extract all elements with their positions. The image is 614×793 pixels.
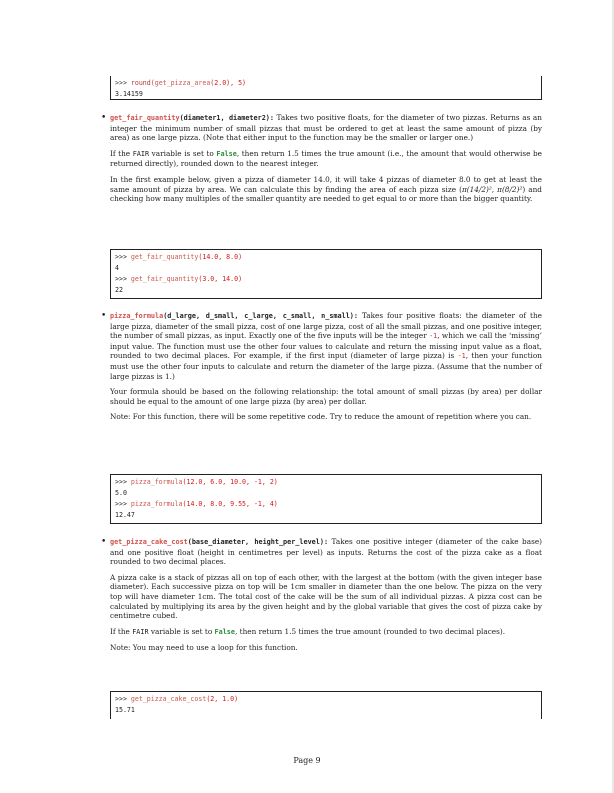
text: , then return 1.5 times the true amount (rounded to two decimal places). bbox=[235, 626, 506, 636]
paragraph: Note: For this function, there will be some repetitive code. Try to reduce the amount of repetition where you can. bbox=[110, 412, 532, 422]
code-args: (14.0, 8.0) bbox=[198, 253, 243, 261]
code-fn: get_fair_quantity bbox=[130, 275, 199, 283]
item-pizza-formula bbox=[101, 311, 542, 422]
text: If the bbox=[110, 148, 133, 158]
function-args: (diameter1, diameter2): bbox=[179, 114, 274, 122]
code-args: (2, 1.0) bbox=[206, 695, 239, 703]
keyword-neg: -1 bbox=[457, 352, 466, 361]
code-output: 5.0 bbox=[115, 489, 127, 497]
item-get-fair-quantity bbox=[101, 113, 542, 204]
bullet-icon: • bbox=[101, 537, 107, 547]
code-block-cake-cost bbox=[110, 691, 542, 719]
function-args: (d_large, d_small, c_large, c_small, n_small): bbox=[163, 312, 358, 320]
text: If the bbox=[110, 626, 133, 636]
keyword-false: False bbox=[214, 627, 235, 636]
prompt: >>> bbox=[115, 478, 131, 486]
code-output: 22 bbox=[115, 286, 123, 294]
function-name: get_fair_quantity bbox=[110, 114, 180, 122]
keyword-fair: FAIR bbox=[132, 627, 149, 636]
function-desc: Takes two positive floats, for the diameter of two pizzas. Returns as an integer the minimum number of small pizzas that must be ordered to get at least the same amount of pizza (by area) as one large pizza. (Note that either input to the function may be the smaller or larger one.) bbox=[110, 113, 542, 143]
text: , then your function must use the other four inputs to calculate and return the diameter of the large pizza. (Assume that the number of large pizzas is 1.) bbox=[110, 351, 542, 381]
text: ) and checking how many multiples of the smaller quantity are needed to get equal to or more than the bigger quantity. bbox=[110, 184, 542, 204]
paragraph: Your formula should be based on the following relationship: the total amount of small pizzas (by area) per dollar should be equal to the amount of one large pizza (by area) per dollar. bbox=[110, 387, 542, 406]
prompt: >>> bbox=[115, 275, 131, 283]
code-fn: pizza_formula bbox=[130, 478, 183, 486]
keyword-neg: -1 bbox=[429, 332, 438, 341]
prompt: >>> bbox=[115, 79, 131, 87]
function-name: get_pizza_cake_cost bbox=[110, 538, 188, 546]
paragraph: Note: You may need to use a loop for this function. bbox=[110, 643, 298, 653]
function-args: (base_diameter, height_per_level): bbox=[187, 538, 329, 546]
keyword-fair: FAIR bbox=[132, 149, 150, 158]
keyword-false: False bbox=[216, 149, 237, 158]
math-expression: π(14/2)², π(8/2)² bbox=[461, 184, 523, 194]
prompt: >>> bbox=[115, 500, 131, 508]
code-fn: get_fair_quantity bbox=[130, 253, 199, 261]
code-args: (2.0), 5) bbox=[210, 79, 247, 87]
code-output: 3.14159 bbox=[115, 90, 143, 98]
page-number: Page 9 bbox=[293, 756, 321, 765]
code-block-fair-quantity bbox=[110, 249, 542, 299]
bullet-icon: • bbox=[101, 113, 107, 123]
bullet-icon: • bbox=[101, 311, 107, 321]
text: variable is set to bbox=[148, 626, 215, 636]
code-output: 12.47 bbox=[115, 511, 135, 519]
text: variable is set to bbox=[149, 148, 217, 158]
prompt: >>> bbox=[115, 253, 131, 261]
code-args: (14.0, 8.0, 9.55, -1, 4) bbox=[182, 500, 278, 508]
text: Takes four positive floats: the diameter of the large pizza, diameter of the small pizza, cost of one large pizza, cost of all the small pizzas, and one positive integer, the number of small pizzas, as input. Exactly one of the five inputs will be the integer bbox=[110, 311, 542, 341]
text: , then return 1.5 times the true amount (i.e., the amount that would otherwise be returned directly), rounded down to the nearest integer. bbox=[110, 148, 542, 169]
code-block-pizza-formula bbox=[110, 474, 542, 524]
text: In the first example below, given a pizza of diameter 14.0, it will take 4 pizzas of diameter 8.0 to get at least the same amount of pizza by area. We can calculate this by finding the area of each pizza size ( bbox=[110, 174, 542, 194]
function-name: pizza_formula bbox=[110, 312, 164, 320]
item-get-pizza-cake-cost bbox=[101, 537, 542, 653]
code-output: 15.71 bbox=[115, 706, 135, 714]
code-args: (3.0, 14.0) bbox=[198, 275, 243, 283]
code-block-round bbox=[110, 76, 542, 100]
code-fn: pizza_formula bbox=[130, 500, 183, 508]
text: Takes one positive integer (diameter of the cake base) and one positive float (height in centimetres per level) as inputs. Returns the cost of the pizza cake as a float rounded to two decimal places. bbox=[110, 537, 542, 567]
code-fn: round( bbox=[130, 79, 155, 87]
code-args: (12.0, 6.0, 10.0, -1, 2) bbox=[182, 478, 278, 486]
text: , which we call the ‘missing’ input value. The function must use the other four values to calculate and return the missing input value as a float, rounded to two decimal places. For example, if the first input (diameter of large pizza) is bbox=[110, 331, 542, 361]
code-fn: get_pizza_cake_cost bbox=[130, 695, 207, 703]
prompt: >>> bbox=[115, 695, 131, 703]
paragraph: A pizza cake is a stack of pizzas all on top of each other, with the largest at the bottom (with the given integer base diameter). Each successive pizza on top will be 1cm smaller in diameter than the one below. The pizza on the very top will have diameter 1cm. The total cost of the cake will be the sum of all individual pizzas. A pizza cost can be calculated by multiplying its area by the given height and by the global variable that gives the cost of pizza cake by centimetre cubed. bbox=[110, 572, 542, 621]
code-output: 4 bbox=[115, 264, 119, 272]
code-fn: get_pizza_area bbox=[154, 79, 211, 87]
